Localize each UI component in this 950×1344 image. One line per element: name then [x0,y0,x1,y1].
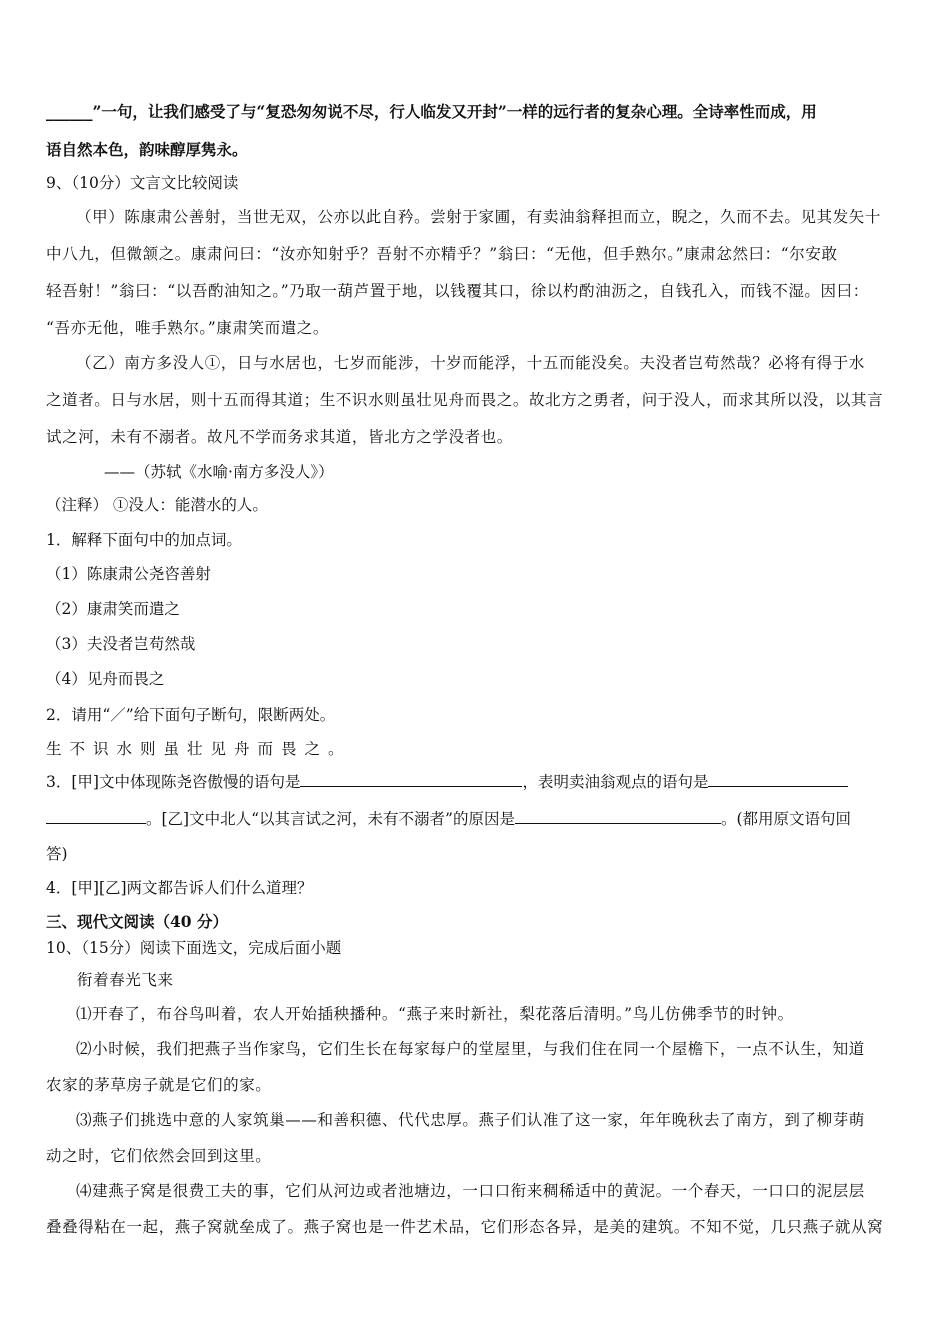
poem-analysis-text: ”一句，让我们感受了与“复恐匆匆说不尽，行人临发又开封”一样的远行者的复杂心理。全诗率性而成，用 [92,102,817,121]
answer-blank-oil-seller-view-cont[interactable] [46,809,146,824]
sub-question-3-text-a: 3．[甲]文中体现陈尧咨傲慢的语句是 [46,773,301,791]
sub-question-3-line-2 [46,808,908,830]
passage-yi-line-3: 试之河，未有不溺者。故凡不学而务求其道，皆北方之学没者也。 [46,428,513,446]
sub-question-3-text-d: 。(都用原文语句回 [720,810,852,828]
sub-question-3-line-1 [46,771,908,793]
sub-question-1-item-3: （3）夫没者岂苟然哉 [46,635,196,653]
passage-yi-line-2: 之道者。日与水居，则十五而得其道；生不识水则虽壮见舟而畏之。故北方之勇者，问于没人，而求其所以没，以其言 [46,391,884,409]
article-paragraph-4-line-1: ⑷建燕子窝是很费工夫的事，它们从河边或者池塘边，一口口衔来稠稀适中的黄泥。一个春天，一口口的泥层层 [76,1182,865,1200]
sub-question-1-item-2: （2）康肃笑而遣之 [46,600,180,618]
article-paragraph-3-line-1: ⑶燕子们挑选中意的人家筑巢——和善积德、代代忠厚。燕子们认准了这一家，年年晚秋去了南方，到了柳芽萌 [76,1111,865,1129]
article-paragraph-2-line-2: 农家的茅草房子就是它们的家。 [46,1076,272,1094]
article-paragraph-2-line-1: ⑵小时候，我们把燕子当作家鸟，它们生长在每家每户的堂屋里，与我们住在同一个屋檐下，一点不认生，知道 [76,1040,865,1058]
passage-source: ——（苏轼《水喻·南方多没人》） [104,463,334,481]
sub-question-3-text-b: ，表明卖油翁观点的语句是 [522,773,709,791]
article-paragraph-3-line-2: 动之时，它们依然会回到这里。 [46,1147,272,1165]
article-title: 衔着春光飞来 [77,971,174,989]
sub-question-1-item-4: （4）见舟而畏之 [46,670,165,688]
answer-blank-drowning-reason[interactable] [515,809,721,824]
sub-question-4: 4．[甲][乙]两文都告诉人们什么道理？ [46,879,313,897]
question-10-title: 10、（15分）阅读下面选文，完成后面小题 [46,939,342,957]
answer-blank-arrogance[interactable] [300,772,522,787]
sub-question-1-item-1: （1）陈康肃公尧咨善射 [46,565,211,583]
sub-question-1: 1．解释下面句中的加点词。 [46,531,242,549]
article-paragraph-4-line-2: 叠叠得粘在一起，燕子窝就垒成了。燕子窝也是一件艺术品，它们形态各异，是美的建筑。不知不觉，几只燕子就从窝 [46,1218,884,1236]
answer-blank-oil-seller-view[interactable] [708,772,848,787]
annotation-note: （注释） ①没人：能潜水的人。 [46,496,268,514]
passage-yi-line-1: （乙）南方多没人①，日与水居也，七岁而能涉，十岁而能浮，十五而能没矣。夫没者岂苟然哉？必将有得于水 [76,354,865,372]
sub-question-2: 2．请用“／”给下面句子断句，限断两处。 [46,706,336,724]
sub-question-2-sentence: 生不识水则虽壮见舟而畏之。 [46,740,352,758]
passage-jia-line-3: 轻吾射！”翁曰：“以吾酌油知之。”乃取一葫芦置于地，以钱覆其口，徐以杓酌油沥之，自钱孔入，而钱不湿。因曰： [46,282,869,300]
poem-analysis-line-2: 语自然本色，韵味醇厚隽永。 [46,140,248,159]
passage-jia-line-2: 中八九，但微颔之。康肃问曰：“汝亦知射乎？吾射不亦精乎？”翁曰：“无他，但手熟尔。”康肃忿然曰：“尔安敢 [46,245,838,263]
passage-jia-line-1: （甲）陈康肃公善射，当世无双，公亦以此自矜。尝射于家圃，有卖油翁释担而立，睨之，久而不去。见其发矢十 [76,208,882,226]
question-9-title: 9、（10分）文言文比较阅读 [46,174,239,192]
sub-question-3-line-3: 答) [46,845,68,863]
poem-analysis-line-1 [46,101,908,123]
article-paragraph-1: ⑴开春了，布谷鸟叫着，农人开始插秧播种。“燕子来时新社，梨花落后清明。”鸟儿仿佛季节的时钟。 [76,1005,794,1023]
sub-question-3-text-c: 。[乙]文中北人“以其言试之河，未有不溺者”的原因是 [146,810,515,828]
section-3-heading: 三、现代文阅读（40 分） [46,912,228,931]
passage-jia-line-4: “吾亦无他，唯手熟尔。”康肃笑而遣之。 [46,319,329,337]
answer-blank: ______ [46,102,93,121]
